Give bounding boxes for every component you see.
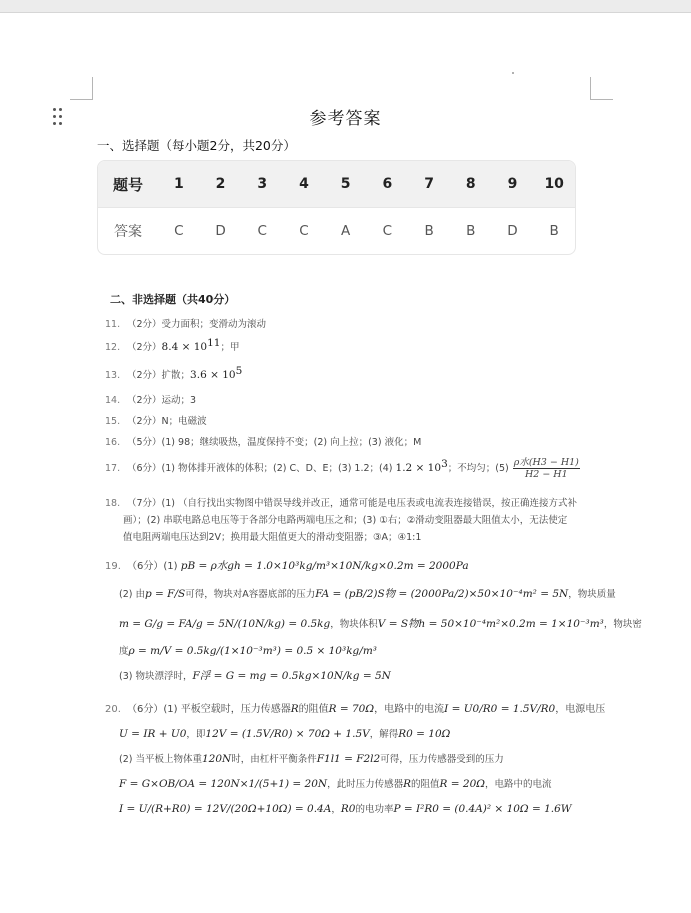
item-text: （2分）受力面积；变滑动为滚动 bbox=[127, 319, 267, 330]
item-math: R0 = 10Ω bbox=[398, 728, 451, 740]
item-text: （5分）(1) 98；继续吸热，温度保持不变；(2) 向上拉；(3) 液化；M bbox=[127, 437, 422, 448]
item-text: (2) 由 bbox=[119, 589, 145, 600]
item-number: 13. bbox=[105, 370, 121, 381]
answer-item-20 bbox=[105, 700, 605, 715]
answer-item-17 bbox=[105, 455, 581, 482]
table-header-cell: 10 bbox=[544, 176, 564, 192]
fraction-denominator: H2 − H1 bbox=[524, 469, 568, 480]
table-answer-cell: B bbox=[466, 223, 476, 239]
table-answer-cell: B bbox=[549, 223, 559, 239]
answer-item-15 bbox=[105, 413, 207, 427]
table-header-cell: 4 bbox=[299, 176, 309, 192]
answer-item-16 bbox=[105, 434, 421, 448]
item-math: P = I²R0 = (0.4A)² × 10Ω = 1.6W bbox=[393, 803, 572, 815]
item-math: R bbox=[403, 778, 412, 790]
table-answer-cell: D bbox=[507, 223, 518, 239]
answer-item-20-line-5 bbox=[119, 801, 572, 815]
item-math: F浮 = G = mg = 0.5kg×10N/kg = 5N bbox=[192, 670, 391, 682]
answer-item-11 bbox=[105, 316, 266, 330]
item-text: 的阻值 bbox=[298, 704, 329, 715]
item-math: pB = ρ水gh = 1.0×10³kg/m³×10N/kg×0.2m = 2000Pa bbox=[180, 560, 469, 572]
item-math: U = IR + U0 bbox=[119, 728, 187, 740]
item-number: 20. bbox=[105, 704, 121, 715]
item-text: ，物块密 bbox=[603, 619, 642, 630]
toolbar-strip bbox=[0, 0, 691, 13]
item-math: m = G/g = FA/g = 5N/(10N/kg) = 0.5kg bbox=[119, 618, 331, 630]
item-math-exp: 5 bbox=[235, 364, 243, 377]
item-text: (2) 当平板上物体重 bbox=[119, 754, 202, 765]
table-header-label: 题号 bbox=[112, 175, 143, 194]
item-text: 的阻值 bbox=[411, 779, 440, 790]
item-text: ，物块体积 bbox=[330, 619, 378, 630]
item-text: ，电源电压 bbox=[555, 704, 606, 715]
item-math: 8.4 × 10 bbox=[161, 341, 208, 353]
item-math: 1.2 × 10 bbox=[395, 462, 442, 474]
item-number: 11. bbox=[105, 319, 121, 330]
table-header-cell: 7 bbox=[424, 176, 434, 192]
item-text: （2分）运动；3 bbox=[127, 395, 197, 406]
table-answer-cell: C bbox=[299, 223, 309, 239]
table-header-cell: 8 bbox=[465, 176, 476, 192]
item-text: ，电路中的电流 bbox=[374, 704, 445, 715]
answer-item-12 bbox=[105, 336, 240, 353]
item-text: （6分）(1) bbox=[127, 561, 178, 572]
item-text: 可得，压力传感器受到的压力 bbox=[380, 754, 504, 765]
item-math: R = 70Ω bbox=[328, 703, 375, 715]
answer-item-19-line-4 bbox=[119, 643, 377, 657]
item-text: ，此时压力传感器 bbox=[327, 779, 404, 790]
answer-item-19-line-2 bbox=[119, 586, 616, 601]
fraction-numerator: ρ水(H3 − H1) bbox=[513, 456, 579, 468]
item-text: （2分）N；电磁波 bbox=[127, 416, 207, 427]
answer-item-18 bbox=[105, 495, 577, 509]
item-text: ，物块质量 bbox=[568, 589, 616, 600]
answer-item-20-line-2 bbox=[119, 726, 450, 740]
answer-item-19-line-5 bbox=[119, 668, 391, 683]
item-number: 19. bbox=[105, 561, 121, 572]
table-header-cell: 1 bbox=[173, 176, 184, 192]
table-answer-row bbox=[98, 208, 575, 254]
item-text: ；甲 bbox=[220, 342, 240, 353]
item-math: 3.6 × 10 bbox=[190, 369, 236, 381]
table-answer-cell: C bbox=[382, 223, 393, 239]
item-number: 12. bbox=[105, 342, 121, 353]
answer-item-14 bbox=[105, 392, 196, 406]
item-text: （2分）扩散； bbox=[127, 370, 191, 381]
table-header-cell: 6 bbox=[382, 176, 393, 192]
item-text: 的电功率 bbox=[355, 804, 394, 815]
item-text: ，电路中的电流 bbox=[484, 779, 552, 790]
item-text: (3) 物块漂浮时， bbox=[119, 671, 193, 682]
answer-item-19-line-3 bbox=[119, 616, 642, 631]
item-math: R0 bbox=[340, 803, 356, 815]
item-text: 可得，物块对A容器底部的压力 bbox=[185, 589, 316, 600]
answer-item-20-line-3 bbox=[119, 751, 504, 765]
item-math: V = S物h = 50×10⁻⁴m²×0.2m = 1×10⁻³m³ bbox=[377, 618, 604, 630]
item-math: ρ = m/V = 0.5kg/(1×10⁻³m³) = 0.5 × 10³kg/m³ bbox=[128, 645, 377, 657]
table-header-cell: 5 bbox=[340, 176, 351, 192]
section-1-heading: 一、选择题（每小题2分，共20分） bbox=[97, 138, 296, 153]
table-answer-cell: C bbox=[174, 223, 184, 239]
table-answer-cell: C bbox=[257, 223, 267, 239]
item-number: 18. bbox=[105, 498, 121, 509]
table-answer-cell: B bbox=[424, 223, 434, 239]
item-math: I = U/(R+R0) = 12V/(20Ω+10Ω) = 0.4A bbox=[119, 803, 332, 815]
item-math-exp: 3 bbox=[441, 457, 448, 470]
item-math: F = G×OB/OA = 120N×1/(5+1) = 20N bbox=[119, 778, 328, 790]
answer-item-19 bbox=[105, 557, 469, 573]
item-math: p = F/S bbox=[144, 588, 186, 600]
table-answer-cell: D bbox=[215, 223, 226, 239]
item-number: 15. bbox=[105, 416, 121, 427]
item-math: R bbox=[290, 703, 299, 715]
answer-item-20-line-4 bbox=[119, 776, 552, 790]
fraction bbox=[513, 458, 580, 480]
item-math: F1l1 = F2l2 bbox=[316, 753, 381, 765]
margin-corner-top-left bbox=[70, 77, 93, 100]
table-header-cell: 3 bbox=[257, 176, 268, 192]
item-number: 16. bbox=[105, 437, 121, 448]
item-math: 12V = (1.5V/R0) × 70Ω + 1.5V bbox=[205, 728, 370, 740]
item-text: ；不均匀；(5) bbox=[447, 463, 512, 474]
answer-item-18-line-2: 画）；(2) 串联电路总电压等于各部分电路两端电压之和；(3) ①右；②滑动变阻器最大阻值太小，无法使定 bbox=[123, 515, 568, 526]
page-dot bbox=[512, 72, 514, 74]
table-answer-label: 答案 bbox=[114, 224, 142, 240]
section-2-heading: 二、非选择题（共40分） bbox=[110, 293, 236, 306]
table-header-cell: 2 bbox=[215, 176, 226, 192]
item-text: （6分）(1) 平板空载时，压力传感器 bbox=[127, 704, 291, 715]
item-text: ，解得 bbox=[369, 729, 399, 740]
item-text: （2分） bbox=[127, 342, 162, 353]
item-text: ， bbox=[331, 804, 341, 815]
item-text: 时，由杠杆平衡条件 bbox=[231, 754, 317, 765]
table-answer-cell: A bbox=[341, 223, 351, 239]
item-number: 17. bbox=[105, 463, 121, 474]
item-text: 度 bbox=[119, 646, 129, 657]
item-text: （7分）(1) （自行找出实物图中错误导线并改正，通常可能是电压表或电流表连接错误，按正确连接方式补 bbox=[127, 498, 578, 509]
table-header-row bbox=[98, 161, 575, 208]
answer-item-18-line-3: 值电阻两端电压达到2V；换用最大阻值更大的滑动变阻器；③A；④1:1 bbox=[123, 532, 422, 543]
answer-item-13 bbox=[105, 364, 243, 381]
item-math: 120N bbox=[201, 753, 232, 765]
item-text: ，即 bbox=[186, 729, 206, 740]
item-text: （6分）(1) 物体排开液体的体积；(2) C、D、E；(3) 1.2；(4) bbox=[127, 463, 396, 474]
item-math: FA = (pB/2)S物 = (2000Pa/2)×50×10⁻⁴m² = 5N bbox=[315, 588, 569, 600]
answer-table bbox=[97, 160, 576, 255]
margin-corner-top-right bbox=[590, 77, 613, 100]
item-math: R = 20Ω bbox=[439, 778, 485, 790]
item-math: I = U0/R0 = 1.5V/R0 bbox=[444, 703, 556, 715]
page-title: 参考答案 bbox=[309, 109, 382, 129]
item-number: 14. bbox=[105, 395, 121, 406]
item-math-exp: 11 bbox=[207, 336, 221, 349]
table-header-cell: 9 bbox=[507, 176, 518, 192]
